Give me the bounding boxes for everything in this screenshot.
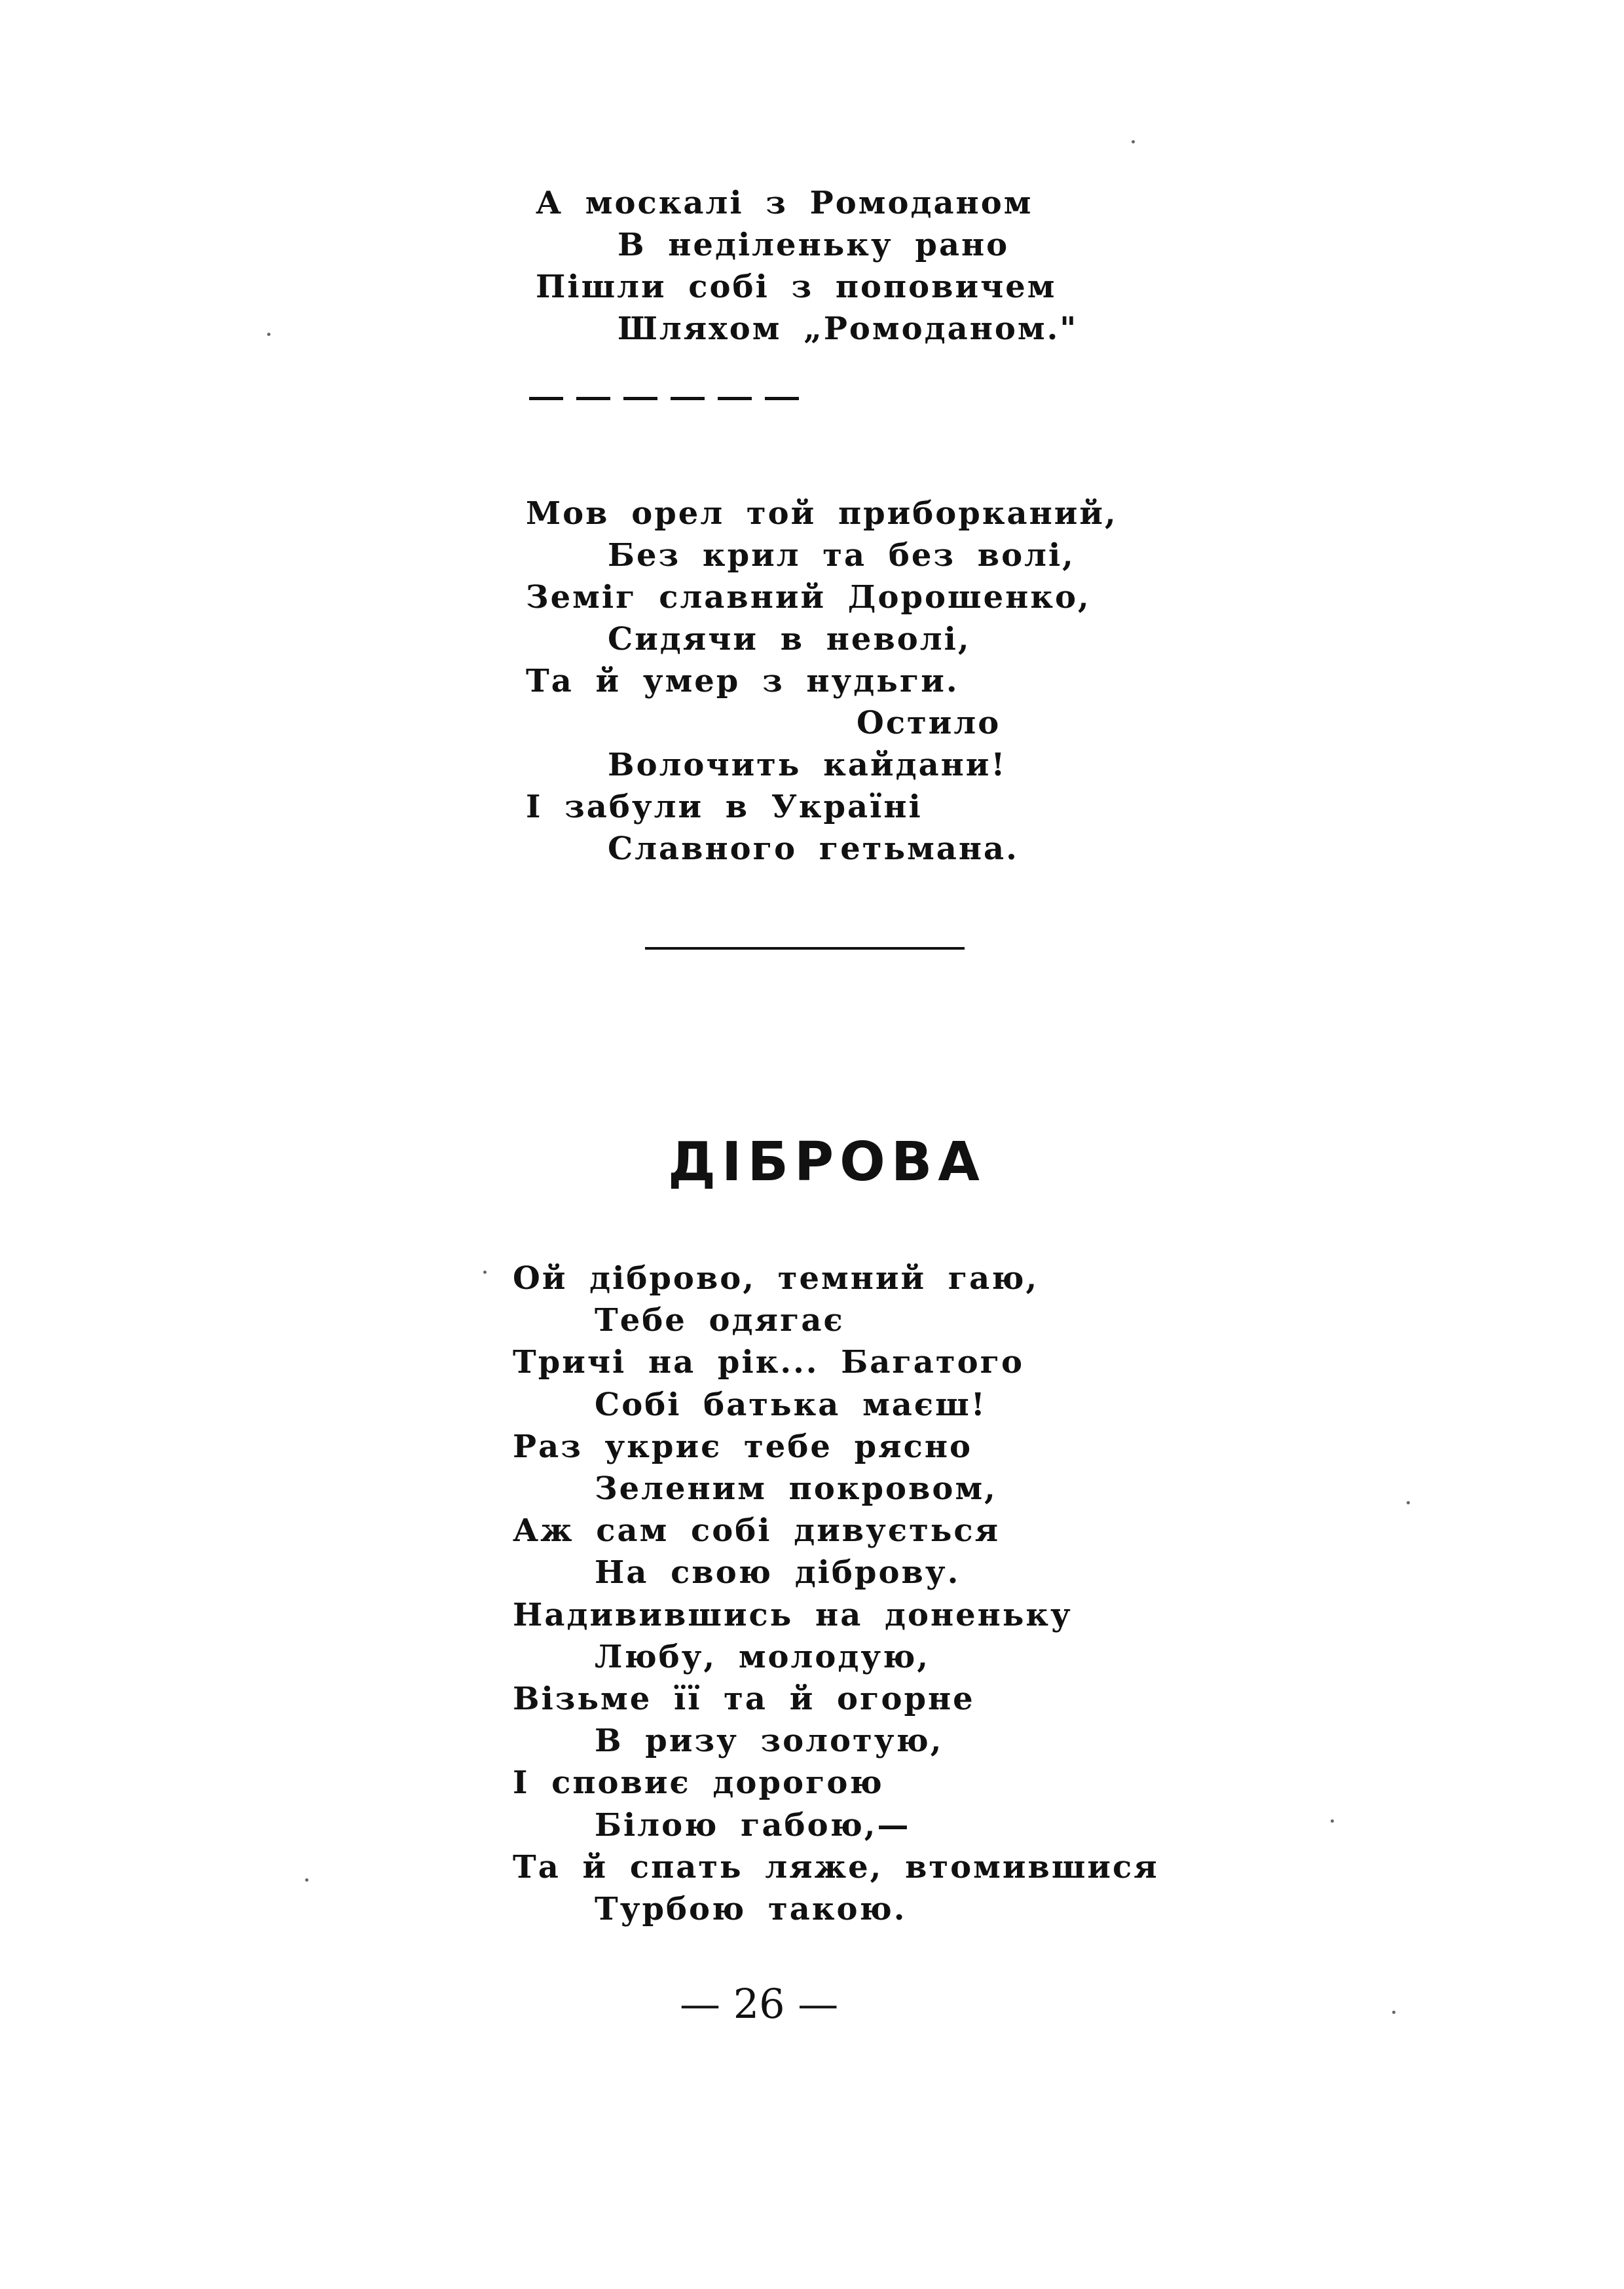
verse-line: Раз укриє тебе рясно: [513, 1428, 972, 1465]
stanza-romodan: [536, 182, 1078, 350]
verse-line: Турбою такою.: [595, 1891, 907, 1928]
verse-line: Зеленим покровом,: [595, 1470, 997, 1508]
dash: [671, 397, 705, 400]
verse-line: Собі батька маєш!: [595, 1386, 987, 1423]
page-number: — 26 —: [680, 1980, 839, 2028]
verse-line: І забули в Україні: [526, 789, 923, 825]
dashed-separator: [529, 397, 799, 400]
dash: [623, 397, 657, 400]
scan-speck: [483, 1271, 487, 1274]
poem-title: ДІБРОВА: [668, 1131, 986, 1193]
verse-line: А москалі з Ромоданом: [536, 185, 1033, 221]
verse-line: В ризу золотую,: [595, 1722, 944, 1760]
dash: [765, 397, 799, 400]
verse-line: Та й спать ляже, втомившися: [513, 1848, 1159, 1886]
verse-line: Тебе одягає: [595, 1302, 845, 1339]
verse-line: Візьме її та й огорне: [513, 1681, 975, 1718]
verse-line: Шляхом „Ромоданом.": [618, 310, 1079, 347]
verse-line: Земіг славний Дорошенко,: [526, 579, 1091, 616]
scan-speck: [305, 1878, 308, 1882]
verse-line: Без крил та без волі,: [608, 537, 1075, 574]
verse-line: Тричі на рік... Багатого: [513, 1344, 1025, 1381]
stanza-doroshenko: [526, 493, 1118, 870]
verse-line: На свою діброву.: [595, 1554, 961, 1591]
verse-line: Сидячи в неволі,: [608, 621, 971, 658]
verse-line: Пішли собі з поповичем: [536, 269, 1057, 305]
verse-line: Надивившись на доненьку: [513, 1596, 1073, 1633]
scan-speck: [1392, 2011, 1395, 2014]
dash: [576, 397, 610, 400]
verse-line: Білою габою,—: [595, 1806, 911, 1844]
verse-line: Славного гетьмана.: [608, 830, 1019, 867]
verse-line: Та й умер з нудьги.: [526, 663, 959, 699]
poem-dibrova: [513, 1257, 1159, 1930]
verse-line: В неділеньку рано: [618, 227, 1010, 263]
scan-speck: [1132, 140, 1135, 143]
dash: [718, 397, 752, 400]
section-divider: [645, 947, 965, 950]
verse-line: Мов орел той приборканий,: [526, 495, 1118, 532]
scan-speck: [1407, 1501, 1410, 1504]
verse-line: І сповиє дорогою: [513, 1764, 884, 1802]
dash: [529, 397, 563, 400]
scan-speck: [1331, 1819, 1334, 1823]
verse-line: Ой діброво, темний гаю,: [513, 1260, 1039, 1297]
verse-line: Любу, молодую,: [595, 1638, 931, 1675]
verse-line: Остило: [857, 705, 1001, 741]
verse-line: Волочить кайдани!: [608, 747, 1007, 783]
verse-line: Аж сам собі дивується: [513, 1512, 1001, 1550]
scan-speck: [267, 333, 270, 336]
